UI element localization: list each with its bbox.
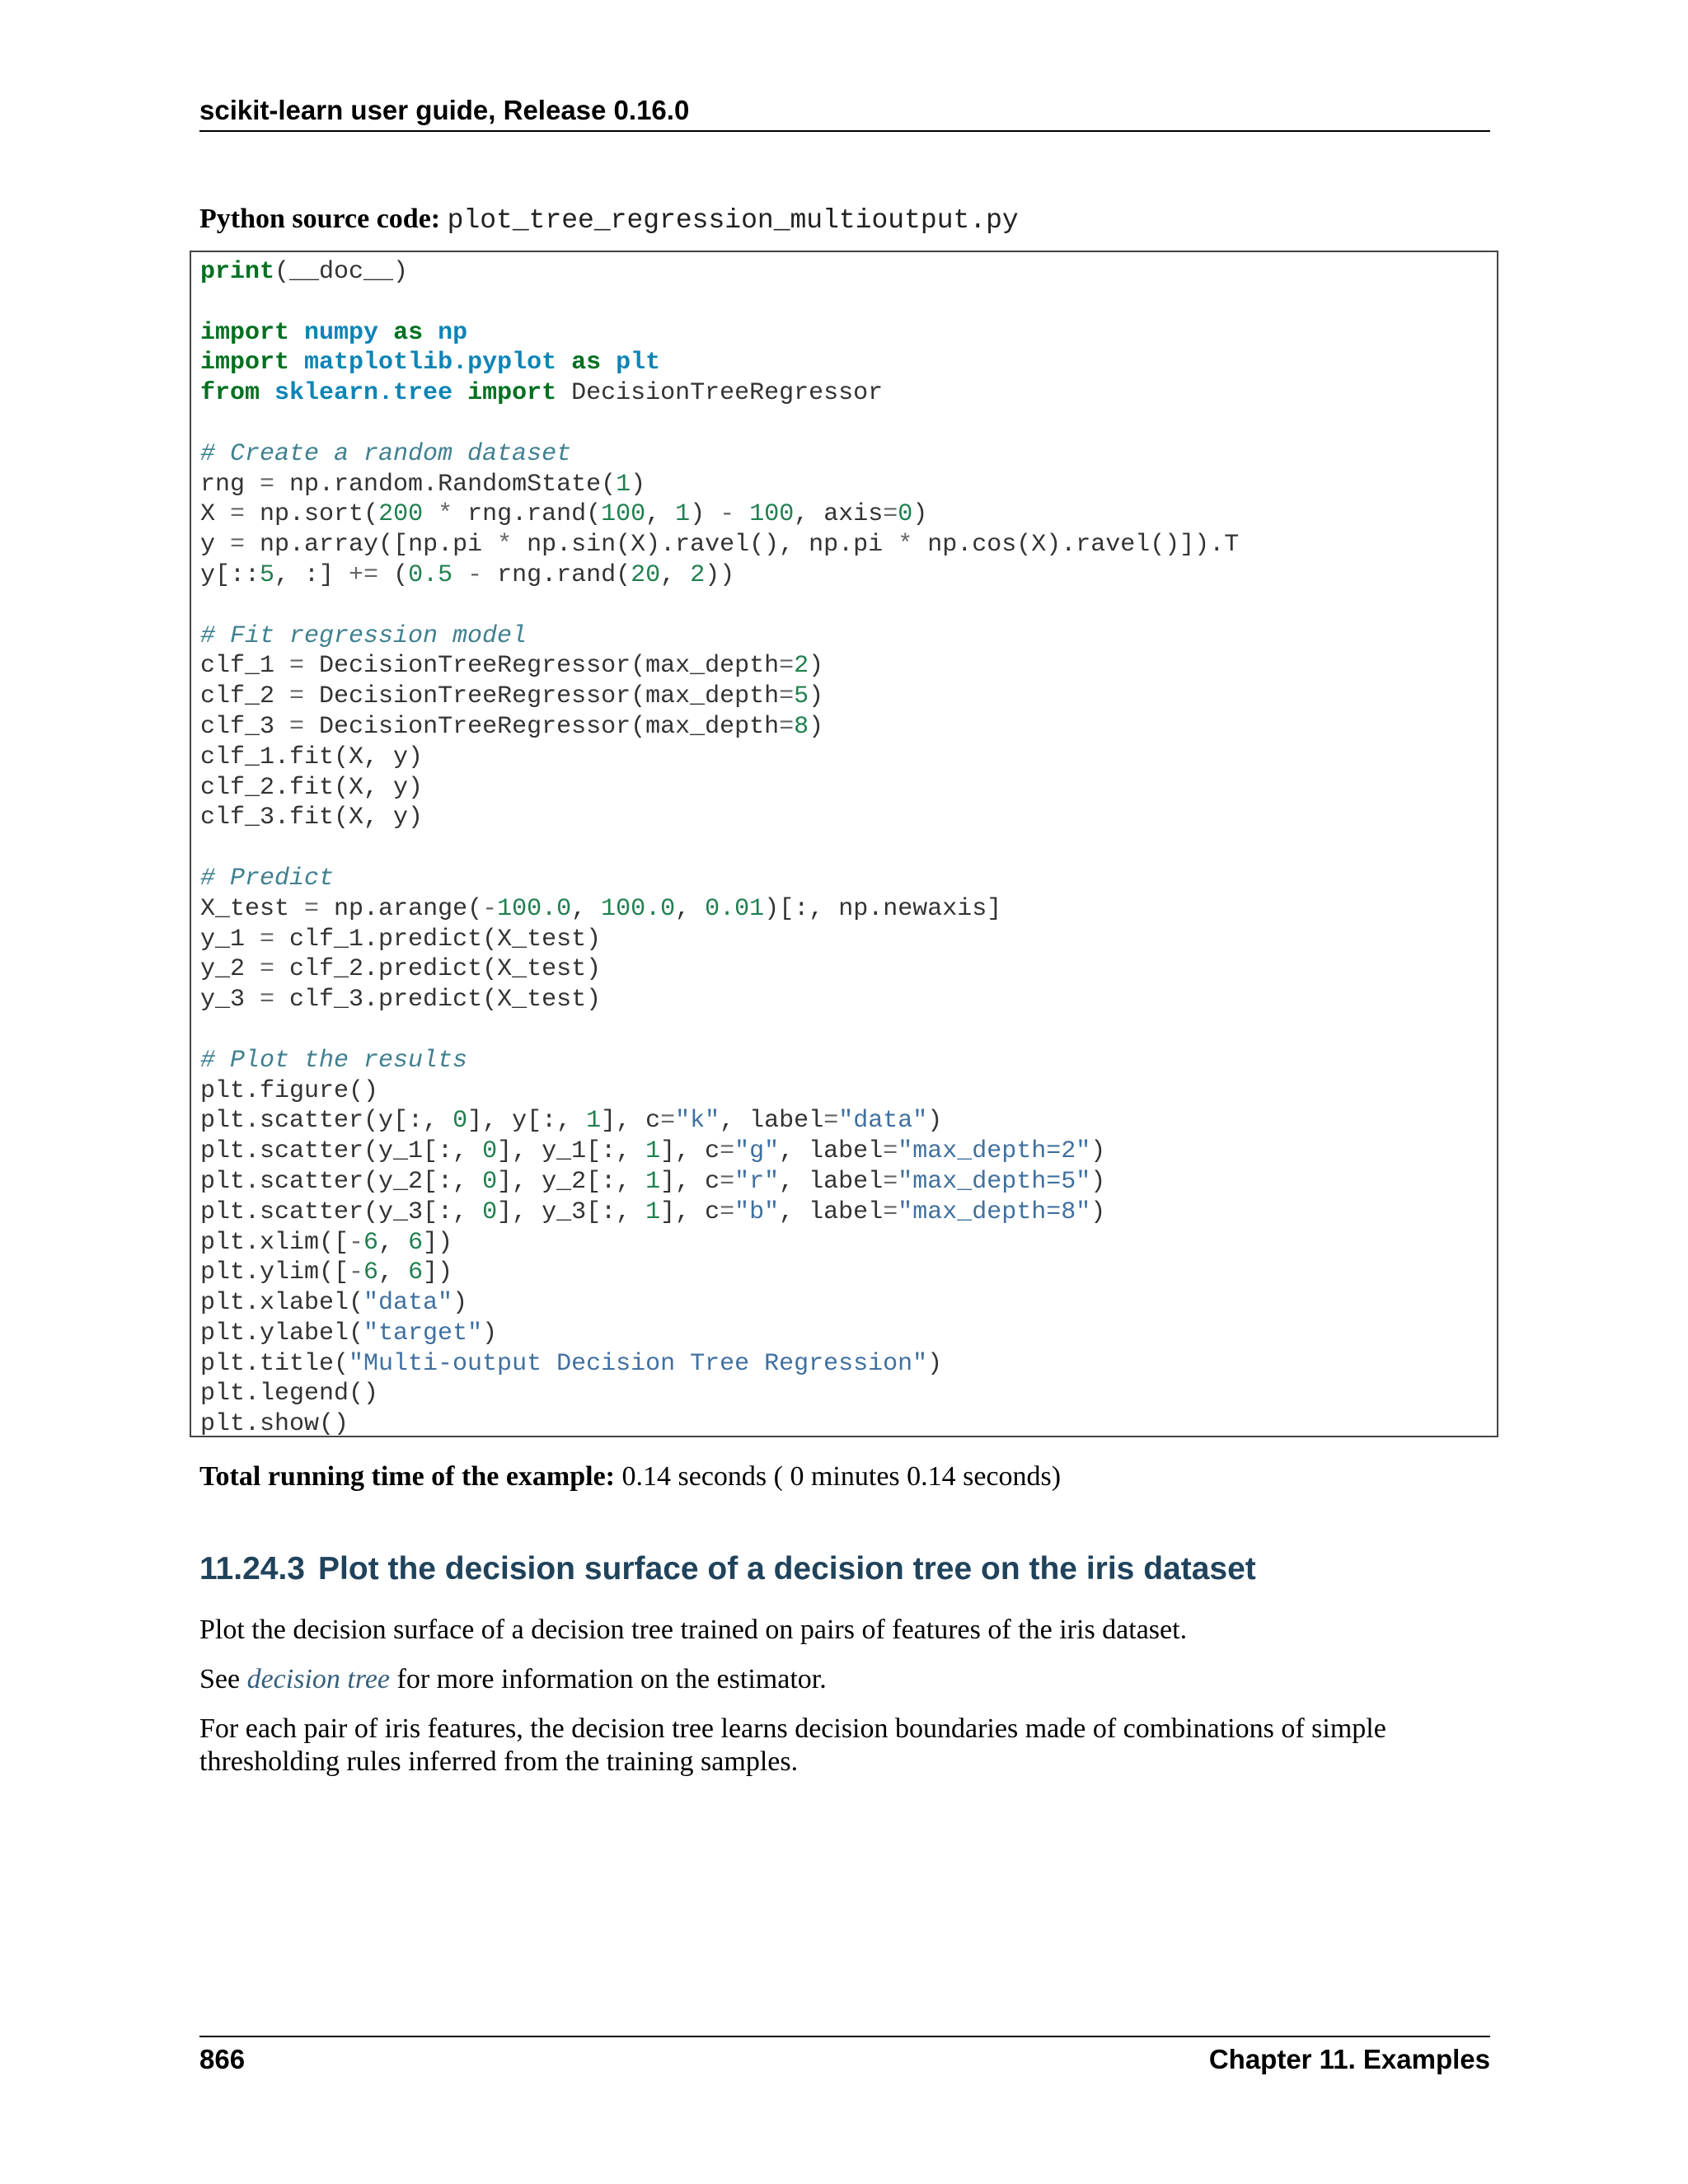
code-line [200,1228,1239,1258]
code-number: 2 [794,652,809,681]
code-operator: = [779,712,795,741]
code-text: rng.rand( [482,560,631,589]
source-code-line [199,201,1019,239]
code-text: ) [809,652,824,681]
code-module: np [438,318,468,347]
code-string: "Multi-output Decision Tree Regression" [349,1349,928,1378]
code-text: clf_2 [200,682,290,711]
code-text: np.cos(X).ravel()]).T [912,531,1240,560]
code-text: DecisionTreeRegressor(max_depth [304,652,780,681]
code-text: np.sort( [245,500,379,529]
code-keyword: print [200,258,275,286]
code-text: ], c [660,1197,720,1226]
code-text [289,349,304,377]
code-text: )) [705,560,735,589]
code-string: "g" [734,1137,780,1166]
code-text: ) [927,1107,943,1136]
code-operator: = [720,1167,735,1196]
runtime-label: Total running time of the example: [199,1461,616,1492]
code-line [200,499,1239,530]
code-text: DecisionTreeRegressor(max_depth [304,682,780,711]
code-text: ) [1090,1167,1106,1196]
code-text: ], c [660,1137,720,1166]
code-string: "k" [675,1107,720,1136]
code-text [556,349,571,377]
code-text: clf_3.fit(X, y) [200,804,424,832]
code-string: "max_depth=5" [898,1167,1091,1196]
code-string: "target" [363,1319,483,1347]
code-text [423,319,438,347]
footer-chapter: Chapter 11. Examples [1208,2044,1490,2074]
code-text: X_test [200,894,305,923]
code-line [200,257,1239,288]
code-text: ( [378,560,409,589]
code-text: , label [779,1137,884,1166]
code-text: DecisionTreeRegressor(max_depth [304,712,780,741]
code-text: , [645,500,676,529]
code-comment: # Predict [200,864,335,893]
code-text: , label [720,1107,824,1136]
code-text: clf_1.fit(X, y) [200,743,424,771]
code-text: y[:: [200,560,260,589]
running-header: scikit-learn user guide, Release 0.16.0 [199,95,690,125]
code-text: plt.scatter(y[:, [200,1107,453,1136]
code-comment: # Fit regression model [200,621,528,650]
code-keyword: as [393,318,424,347]
code-text: , [660,560,691,589]
code-operator: = [883,500,898,529]
section-title: Plot the decision surface of a decision tree on the iris dataset [317,1551,1256,1586]
code-text: np.array([np.pi [245,531,498,560]
code-text: y_1 [200,925,260,954]
code-module: sklearn.tree [274,379,453,408]
code-block [190,251,1498,1437]
code-line [200,651,1239,682]
code-text: plt.xlim([ [200,1228,349,1257]
code-operator: = [779,682,795,711]
code-text: DecisionTreeRegressor [556,379,884,408]
code-line [200,743,1239,773]
code-operator: = [883,1197,898,1226]
code-number: 1 [675,500,691,529]
code-operator: = [823,1107,839,1136]
code-line [200,864,1239,894]
code-text: ) [1090,1137,1106,1166]
code-number: 0 [482,1197,498,1226]
code-string: "r" [734,1167,780,1196]
code-text [601,349,616,377]
runtime-line [199,1459,1061,1495]
code-line [200,1015,1239,1046]
code-comment: # Plot the results [200,1046,468,1075]
code-text: clf_1.predict(X_test) [274,925,602,954]
code-text: , axis [794,500,884,529]
code-operator: += [349,560,379,589]
see-text-after: for more information on the estimator. [390,1664,827,1694]
code-number: 6 [408,1258,424,1287]
code-line [200,833,1239,864]
code-line [200,1319,1239,1349]
code-operator: = [230,531,246,560]
paragraph-intro: Plot the decision surface of a decision tree trained on pairs of features of the iris dataset. [199,1615,1188,1645]
code-text: ], y_2[:, [497,1167,646,1196]
code-operator: = [289,682,305,711]
code-line [200,894,1239,925]
code-line [200,530,1239,560]
code-text: rng [200,470,260,499]
code-line [200,773,1239,804]
section-number: 11.24.3 [199,1551,305,1586]
code-text: , [571,894,602,923]
code-operator: * [898,531,913,560]
code-module: numpy [304,318,379,347]
code-number: 200 [378,500,424,529]
code-line [200,288,1239,318]
code-line [200,409,1239,439]
code-operator: = [883,1137,898,1166]
code-operator: = [289,712,305,741]
code-operator: = [260,925,275,954]
code-line [200,985,1239,1015]
code-line [200,1076,1239,1107]
code-keyword: import [200,318,290,347]
code-text: ], y_3[:, [497,1197,646,1226]
code-operator: = [720,1137,735,1166]
code-operator: * [497,531,513,560]
code-number: 5 [794,682,809,711]
decision-tree-link[interactable]: decision tree [246,1664,390,1694]
code-text: plt.ylabel( [200,1319,364,1347]
code-text: , [378,1258,409,1287]
code-line [200,1046,1239,1076]
code-text: plt.legend() [200,1380,379,1408]
code-text: np.random.RandomState( [274,470,617,499]
code-number: 8 [794,712,809,741]
code-string: "b" [734,1197,780,1226]
code-text: ) [809,682,824,711]
code-line [200,439,1239,470]
code-number: 6 [408,1228,424,1257]
code-lines [200,257,1239,1440]
code-number: 1 [645,1197,661,1226]
code-operator: - [482,894,498,923]
code-operator: = [660,1107,676,1136]
code-text [260,379,274,407]
code-operator: = [883,1167,898,1196]
code-text: ) [690,500,720,529]
code-operator: * [438,500,453,529]
code-text: plt.scatter(y_3[:, [200,1197,483,1226]
code-line [200,1379,1239,1409]
code-text: plt.scatter(y_2[:, [200,1167,483,1196]
code-text: ) [452,1289,468,1318]
code-text [289,319,304,347]
code-text: , label [779,1167,884,1196]
code-text: , label [779,1197,884,1226]
code-operator: = [230,500,246,529]
code-line [200,1288,1239,1319]
code-line [200,1197,1239,1228]
code-text: ], c [660,1167,720,1196]
code-number: 100 [749,500,795,529]
code-text: clf_3 [200,712,290,741]
footer-page-number: 866 [199,2044,246,2074]
code-number: 0 [898,500,913,529]
see-text: See [199,1664,247,1694]
code-text: ], c [601,1107,661,1136]
code-number: 100.0 [497,894,572,923]
code-text [734,500,749,528]
code-line [200,1349,1239,1380]
code-line [200,378,1239,409]
code-number: 0.01 [705,894,765,923]
code-text: ], y_1[:, [497,1137,646,1166]
code-keyword: import [467,379,557,408]
code-line [200,925,1239,955]
code-text: , [378,1228,409,1257]
code-keyword: import [200,349,290,377]
paragraph-description: For each pair of iris features, the decision tree learns decision boundaries made of combinations of simple thresholding rules inferred from the training samples. [199,1713,1386,1777]
code-text: ) [1090,1197,1106,1226]
code-line [200,1167,1239,1197]
code-text: ]) [423,1228,453,1257]
footer-rule [199,2036,1490,2037]
code-operator: = [779,652,795,681]
code-text: ) [482,1319,498,1347]
code-number: 6 [363,1258,379,1287]
paragraph-see-also [199,1663,1490,1696]
code-text: clf_3.predict(X_test) [274,986,602,1015]
code-text: clf_2.fit(X, y) [200,773,424,802]
code-text: y [200,531,231,560]
code-text: ) [927,1349,943,1378]
code-operator: = [304,894,320,923]
code-number: 0 [452,1107,468,1136]
source-filename-link[interactable]: plot_tree_regression_multioutput.py [447,205,1019,236]
code-line [200,621,1239,652]
code-text: plt.scatter(y_1[:, [200,1137,483,1166]
code-number: 100 [601,500,646,529]
code-number: 6 [363,1228,379,1257]
code-text: X [200,500,231,529]
code-text: y_3 [200,986,260,1015]
code-text: clf_1 [200,652,290,681]
code-number: 100.0 [601,894,676,923]
code-module: plt [616,349,661,377]
code-text: , [675,894,706,923]
code-text: plt.xlabel( [200,1289,364,1318]
code-text: ) [631,470,646,499]
code-text: plt.show() [200,1410,349,1439]
section-heading [199,1548,1490,1591]
code-text: ], y[:, [467,1107,587,1136]
code-string: "max_depth=2" [898,1137,1091,1166]
code-number: 0 [482,1167,498,1196]
code-operator: - [720,500,735,529]
code-line [200,1409,1239,1440]
code-text: y_2 [200,955,260,984]
code-line [200,1137,1239,1167]
code-text: clf_2.predict(X_test) [274,955,602,984]
code-text: plt.figure() [200,1076,379,1105]
code-string: "max_depth=8" [898,1197,1091,1226]
code-number: 1 [616,470,631,499]
code-number: 2 [690,560,706,589]
code-text: ) [809,712,824,741]
code-operator: - [349,1258,364,1287]
code-text: ) [912,500,928,529]
code-line [200,1106,1239,1137]
source-code-label: Python source code: [199,204,441,234]
code-number: 1 [645,1137,661,1166]
code-line [200,682,1239,712]
code-module: matplotlib.pyplot [304,349,557,377]
code-operator: = [260,986,275,1015]
runtime-value: 0.14 seconds ( 0 minutes 0.14 seconds) [621,1461,1062,1492]
code-number: 1 [645,1167,661,1196]
code-number: 1 [586,1107,602,1136]
code-text: )[:, np.newaxis] [764,894,1002,923]
code-number: 0.5 [408,560,453,589]
code-string: "data" [363,1289,453,1318]
code-text: plt.title( [200,1349,349,1378]
code-number: 0 [482,1137,498,1166]
code-line [200,591,1239,621]
code-text [452,561,467,589]
code-comment: # Create a random dataset [200,439,572,468]
code-keyword: from [200,379,260,408]
code-line [200,560,1239,591]
code-line [200,348,1239,378]
code-line [200,954,1239,985]
code-text: np.arange( [319,894,483,923]
code-text: (__doc__) [274,258,409,286]
code-text: ]) [423,1258,453,1287]
code-operator: - [467,560,483,589]
code-operator: = [260,470,275,499]
code-operator: = [289,652,305,681]
code-line [200,803,1239,833]
code-line [200,470,1239,500]
code-text: , :] [274,560,349,589]
header-rule [199,130,1490,132]
code-text [452,379,467,407]
code-line [200,318,1239,349]
code-number: 20 [631,560,661,589]
code-text: np.sin(X).ravel(), np.pi [512,531,898,560]
code-number: 5 [260,560,275,589]
code-text: plt.ylim([ [200,1258,349,1287]
code-keyword: as [571,349,602,377]
code-operator: = [260,955,275,984]
code-operator: - [349,1228,364,1257]
code-text [378,319,393,347]
code-string: "data" [838,1107,928,1136]
code-line [200,712,1239,743]
code-text [423,500,438,528]
code-text: rng.rand( [452,500,602,529]
code-line [200,1258,1239,1288]
code-operator: = [720,1197,735,1226]
